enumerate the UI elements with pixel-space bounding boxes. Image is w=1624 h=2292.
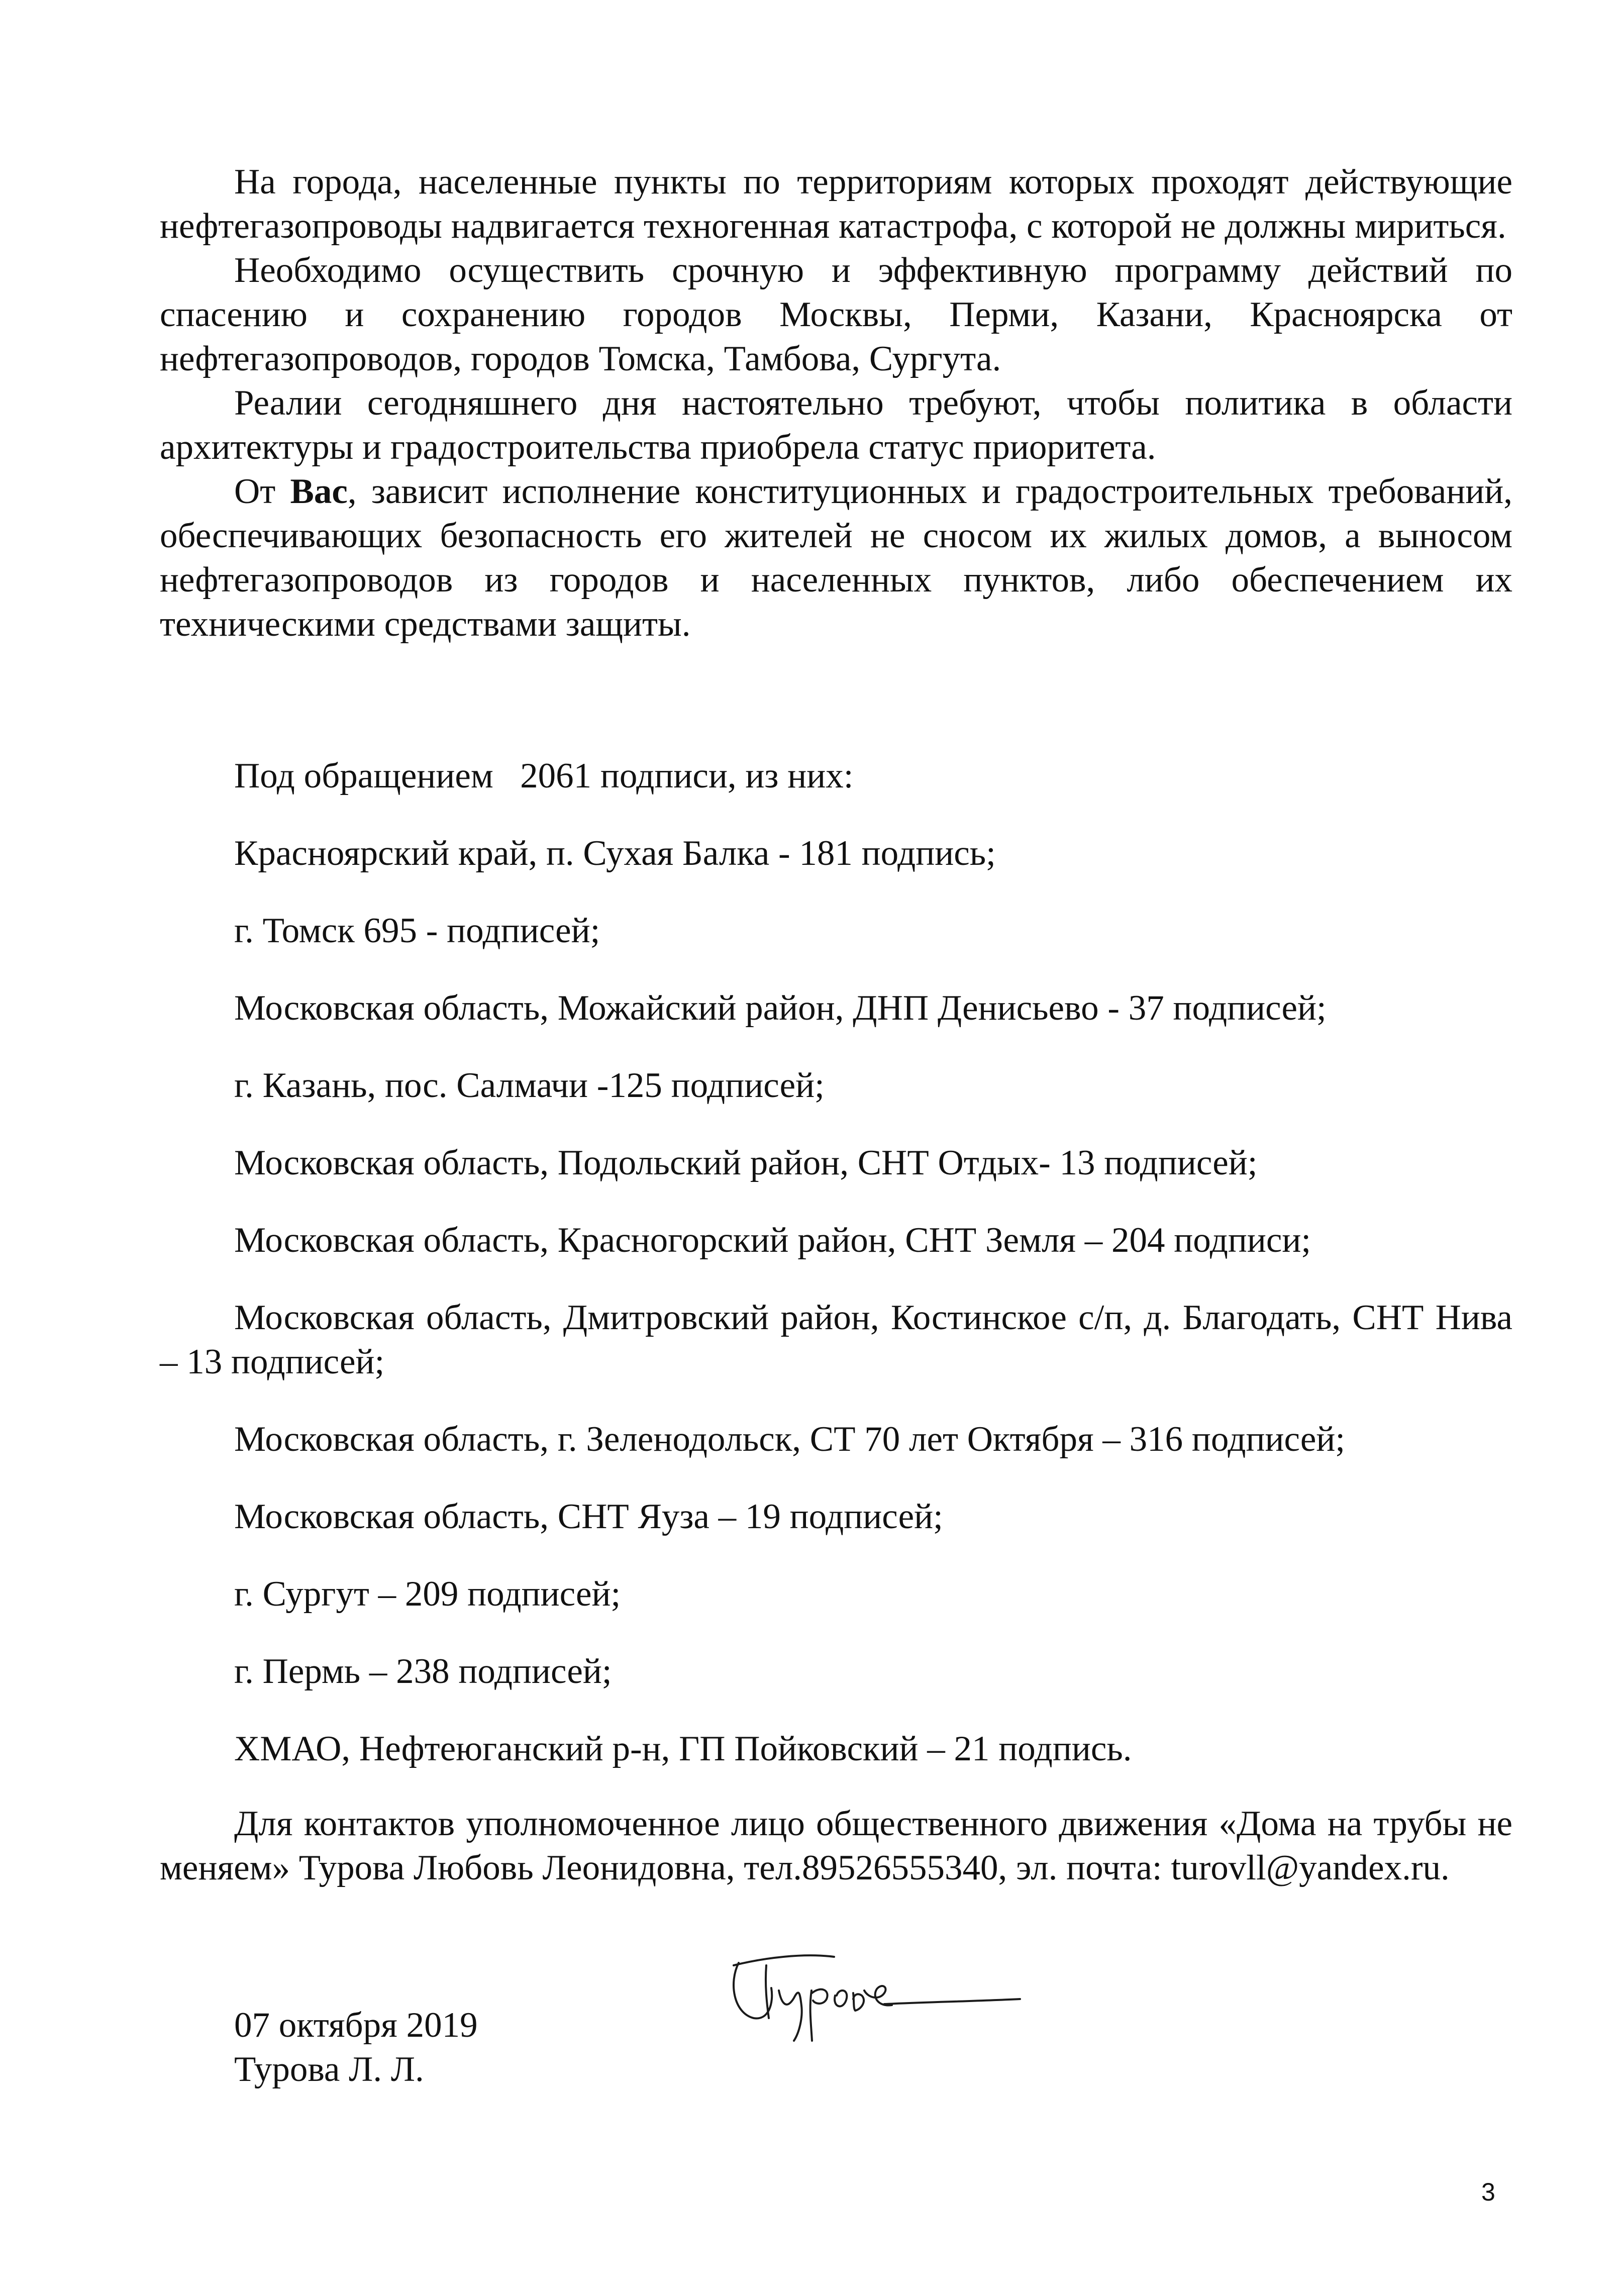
list-item: Московская область, г. Зеленодольск, СТ 70 лет Октября – 316 подписей; <box>234 1420 1346 1459</box>
list-item: ХМАО, Нефтеюганский р-н, ГП Пойковский – 21 подпись. <box>234 1729 1132 1768</box>
contact-paragraph: Для контактов уполномоченное лицо общественного движения «Дома на трубы не меняем» Турова Любовь Леонидовна, тел.89526555340, эл. почта: turovll@yandex.ru. <box>160 1804 1512 1887</box>
list-item: г. Казань, пос. Салмачи -125 подписей; <box>234 1066 825 1105</box>
letter-date: 07 октября 2019 <box>234 2006 478 2045</box>
list-item: Московская область, Красногорский район, СНТ Земля – 204 подписи; <box>234 1221 1311 1260</box>
paragraph-program: Необходимо осуществить срочную и эффективную программу действий по спасению и сохранению городов Москвы, Перми, Казани, Красноярска от нефтегазопроводов, городов Томска, Тамбова, Сургута. <box>160 251 1512 378</box>
list-item: Московская область, Подольский район, СНТ Отдых- 13 подписей; <box>234 1143 1258 1182</box>
list-item: Московская область, Дмитровский район, Костинское с/п, д. Благодать, СНТ Нива – 13 подписей; <box>160 1298 1512 1381</box>
handwritten-signature <box>719 1943 1030 2043</box>
paragraph-responsibility <box>160 469 1512 646</box>
list-item: г. Сургут – 209 подписей; <box>234 1574 621 1614</box>
paragraph-responsibility-start: От <box>234 472 290 511</box>
letter-body <box>160 160 1512 646</box>
list-item: Московская область, Можайский район, ДНП Денисьево - 37 подписей; <box>234 988 1327 1028</box>
signature-count-list <box>160 754 1512 1804</box>
signature-intro: Под обращением 2061 подписи, из них: <box>234 756 854 795</box>
paragraph-responsibility-rest: , зависит исполнение конституционных и градостроительных требований, обеспечивающих безопасность его жителей не сносом их жилых домов, а выносом нефтегазопроводов из городов и населенных пунктов, либо обеспечением их техническими средствами защиты. <box>160 472 1512 644</box>
paragraph-priority: Реалии сегодняшнего дня настоятельно требуют, чтобы политика в области архитектуры и градостроительства приобрела статус приоритета. <box>160 383 1512 467</box>
list-item: г. Томск 695 - подписей; <box>234 911 600 950</box>
list-item: Московская область, СНТ Яуза – 19 подписей; <box>234 1497 943 1536</box>
page-number: 3 <box>1481 2178 1495 2206</box>
list-item: г. Пермь – 238 подписей; <box>234 1652 612 1691</box>
signer-name: Турова Л. Л. <box>234 2050 424 2089</box>
paragraph-catastrophe: На города, населенные пункты по территориям которых проходят действующие нефтегазопроводы надвигается техногенная катастрофа, с которой не должны мириться. <box>160 162 1512 246</box>
contact-block <box>160 1802 1512 1890</box>
paragraph-responsibility-bold: Вас <box>290 472 348 511</box>
list-item: Красноярский край, п. Сухая Балка - 181 подпись; <box>234 834 996 873</box>
